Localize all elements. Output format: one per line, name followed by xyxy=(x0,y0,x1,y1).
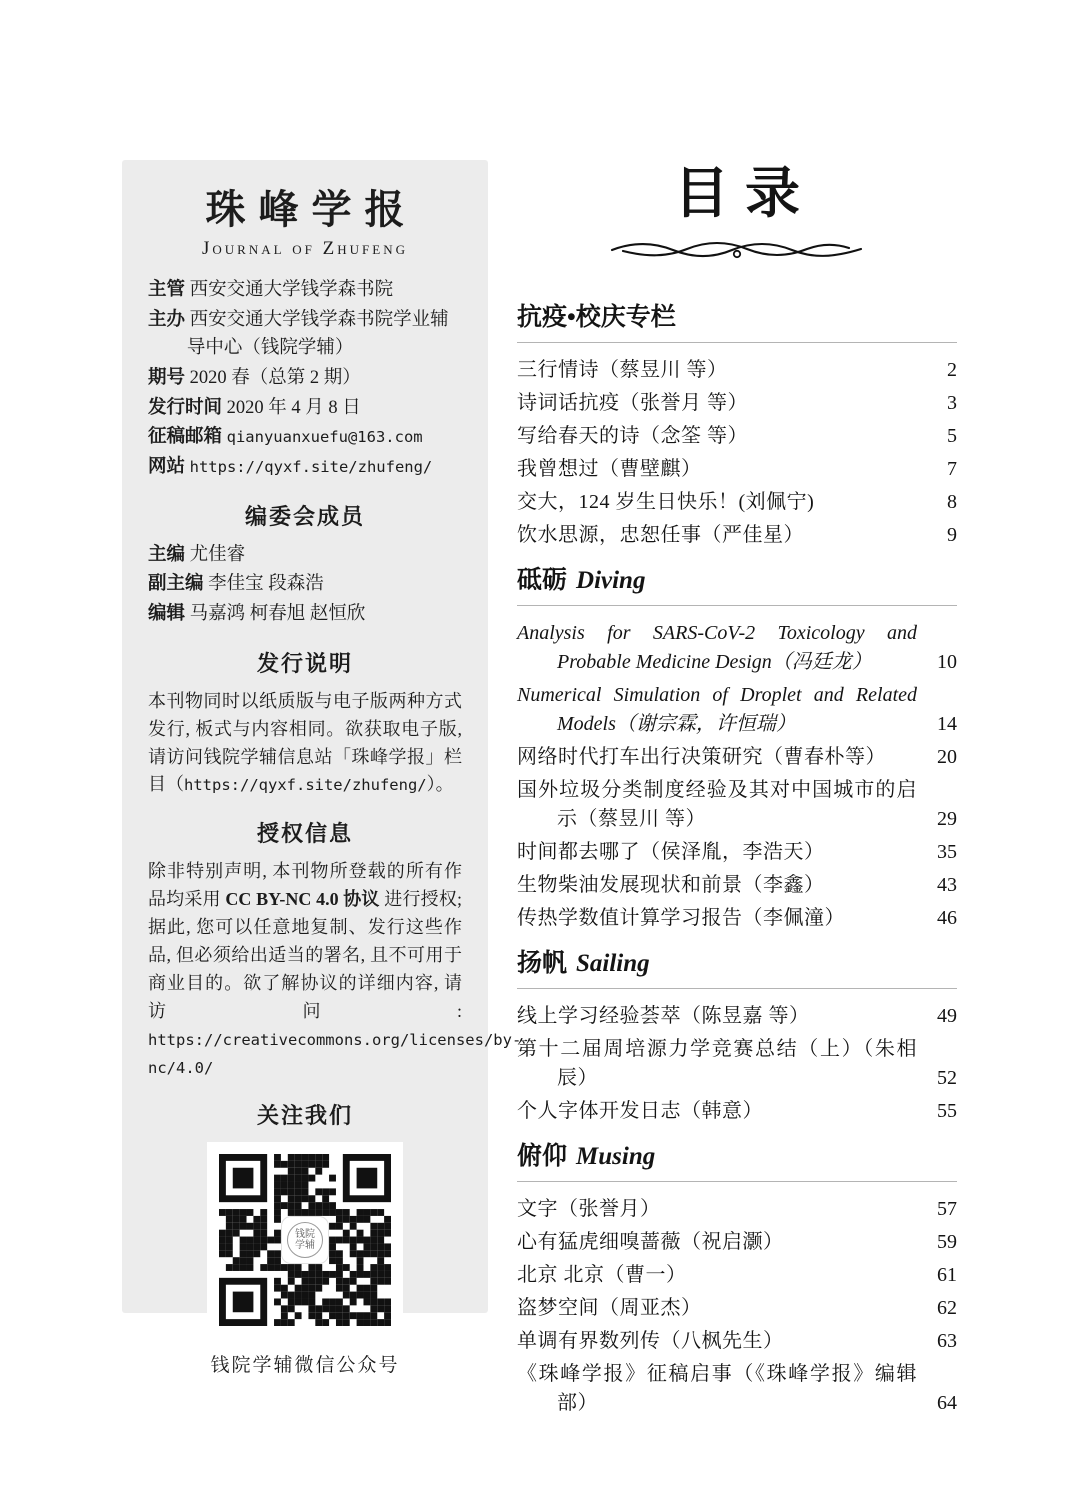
toc-title: 目录 xyxy=(673,163,816,224)
toc-entry-page: 2 xyxy=(947,358,957,381)
toc-entry[interactable] xyxy=(517,871,957,900)
info-value: 2020 春（总第 2 期） xyxy=(189,368,361,389)
info-label: 征稿邮箱 xyxy=(148,427,223,448)
publish-text: 本刊物同时以纸质版与电子版两种方式发行, 板式与内容相同。欲获取电子版, 请访问钱院学辅信息站「珠峰学报」栏目（ xyxy=(148,690,462,795)
toc-column xyxy=(517,164,957,1422)
qr-caption: 钱院学辅微信公众号 xyxy=(210,1355,400,1377)
toc-entry-list xyxy=(517,1195,957,1418)
toc-entry-page: 49 xyxy=(937,1004,957,1027)
info-value: https://qyxf.site/zhufeng/ xyxy=(189,458,433,477)
toc-entry-page: 59 xyxy=(937,1230,957,1253)
publish-text-end: ）。 xyxy=(426,774,454,795)
journal-title: 珠峰学报 xyxy=(205,187,418,232)
toc-entry-title: 《珠峰学报》征稿启事（《珠峰学报》编辑部） xyxy=(517,1362,917,1414)
toc-entry[interactable] xyxy=(517,838,957,867)
toc-section xyxy=(517,303,957,550)
toc-entry-list xyxy=(517,619,957,933)
toc-entry[interactable] xyxy=(517,455,957,484)
toc-section-heading xyxy=(517,303,957,333)
toc-entry-page: 63 xyxy=(937,1329,957,1352)
toc-entry-title: 个人字体开发日志（韩意） xyxy=(517,1099,763,1122)
toc-entry-page: 7 xyxy=(947,457,957,480)
sidebar-info-line xyxy=(148,394,462,423)
section-title-en: Sailing xyxy=(576,949,650,977)
section-title-en: Musing xyxy=(576,1142,656,1170)
toc-entry[interactable] xyxy=(517,356,957,385)
toc-entry[interactable] xyxy=(517,619,957,677)
toc-entry-page: 61 xyxy=(937,1263,957,1286)
toc-entry[interactable] xyxy=(517,743,957,772)
qr-center-logo xyxy=(282,1217,328,1263)
toc-entry-page: 14 xyxy=(937,712,957,735)
toc-sections xyxy=(517,303,957,1418)
publish-heading: 发行说明 xyxy=(256,650,353,676)
toc-entry[interactable] xyxy=(517,1360,957,1418)
license-paragraph xyxy=(148,858,522,1081)
info-label: 主管 xyxy=(148,280,186,300)
toc-section xyxy=(517,949,957,1126)
board-member-names: 尤佳睿 xyxy=(189,544,246,565)
toc-entry-title: 心有猛虎细嗅蔷薇（祝启灏） xyxy=(517,1230,784,1253)
publish-paragraph xyxy=(148,688,462,800)
toc-entry-title: 写给春天的诗（念筌 等） xyxy=(517,424,748,447)
toc-entry-title: Analysis for SARS-CoV-2 Toxicology and Probable Medicine Design（冯廷龙） xyxy=(517,621,917,673)
toc-entry-title: 交大，124 岁生日快乐！(刘佩宁) xyxy=(517,490,815,513)
toc-entry-list xyxy=(517,1002,957,1126)
toc-entry-title: 饮水思源，忠恕任事（严佳星） xyxy=(517,523,804,546)
toc-entry[interactable] xyxy=(517,904,957,933)
info-value: qianyuanxuefu@163.com xyxy=(226,428,423,447)
section-divider xyxy=(517,342,957,343)
toc-entry-title: 文字（张誉月） xyxy=(517,1197,661,1220)
toc-entry[interactable] xyxy=(517,1002,957,1031)
sidebar-info-line xyxy=(148,276,462,305)
toc-entry-title: 网络时代打车出行决策研究（曹春朴等） xyxy=(517,745,886,768)
toc-entry-page: 9 xyxy=(947,523,957,546)
section-title-zh: 扬帆 xyxy=(517,949,568,977)
toc-entry-page: 8 xyxy=(947,490,957,513)
section-title-zh: 俯仰 xyxy=(517,1142,568,1170)
journal-info-panel xyxy=(122,160,522,1377)
info-label: 主办 xyxy=(148,309,186,330)
section-divider xyxy=(517,605,957,606)
journal-subtitle: Journal of Zhufeng xyxy=(201,238,408,259)
toc-entry-page: 55 xyxy=(937,1099,957,1122)
toc-entry-title: 单调有界数列传（八枫先生） xyxy=(517,1329,784,1352)
toc-entry-page: 52 xyxy=(937,1066,957,1089)
toc-entry-title: 我曾想过（曹壁麒） xyxy=(517,457,702,480)
toc-entry-title: 时间都去哪了（侯泽胤，李浩天） xyxy=(517,840,825,863)
toc-entry-page: 20 xyxy=(937,745,957,768)
toc-entry[interactable] xyxy=(517,389,957,418)
publish-url-link[interactable]: https://qyxf.site/zhufeng/ xyxy=(184,776,427,795)
section-title-en: Diving xyxy=(576,566,646,594)
toc-entry-page: 43 xyxy=(937,873,957,896)
toc-entry[interactable] xyxy=(517,681,957,739)
license-text: 除非特别声明, 本刊物所登载的所有作品均采用 xyxy=(148,861,462,910)
sidebar-info-line xyxy=(148,364,462,393)
toc-entry-page: 46 xyxy=(937,906,957,929)
info-value: 西安交通大学钱学森书院学业辅导中心（钱院学辅） xyxy=(186,309,449,359)
license-text-2: 进行授权; 据此, 您可以任意地复制、发行这些作品, 但必须给出适当的署名, 且不可用于商业目的。欲了解协议的详细内容, 请访问: xyxy=(148,889,463,1021)
toc-entry-title: 国外垃圾分类制度经验及其对中国城市的启示（蔡昱川 等） xyxy=(517,778,917,830)
license-name: CC BY-NC 4.0 协议 xyxy=(225,889,380,910)
toc-section-heading xyxy=(517,1142,957,1172)
board-role-label: 主编 xyxy=(148,544,186,565)
toc-entry-page: 57 xyxy=(937,1197,957,1220)
info-value: 西安交通大学钱学森书院 xyxy=(189,280,394,300)
toc-entry-title: 三行情诗（蔡昱川 等） xyxy=(517,358,728,381)
toc-entry-page: 62 xyxy=(937,1296,957,1319)
toc-entry-title: 传热学数值计算学习报告（李佩潼） xyxy=(517,906,845,929)
toc-entry-title: 盗梦空间（周亚杰） xyxy=(517,1296,702,1319)
board-member-names: 李佳宝 段森浩 xyxy=(208,574,324,595)
toc-entry[interactable] xyxy=(517,1261,957,1290)
board-role-label: 编辑 xyxy=(148,604,186,625)
toc-entry-page: 35 xyxy=(937,840,957,863)
section-title-zh: 抗疫•校庆专栏 xyxy=(517,303,676,331)
journal-info-list xyxy=(148,276,462,482)
qr-logo-text: 钱院学辅 xyxy=(295,1228,315,1252)
license-url-link[interactable]: https://creativecommons.org/licenses/by-nc/4.0/ xyxy=(148,1030,522,1077)
section-title-zh: 砥砺 xyxy=(517,566,568,594)
toc-entry[interactable] xyxy=(517,1228,957,1257)
toc-entry-title: 生物柴油发展现状和前景（李鑫） xyxy=(517,873,825,896)
board-role-label: 副主编 xyxy=(148,574,204,595)
toc-entry[interactable] xyxy=(517,1327,957,1356)
follow-heading: 关注我们 xyxy=(256,1103,353,1129)
info-label: 期号 xyxy=(148,368,186,389)
board-member-line xyxy=(148,570,462,599)
toc-section xyxy=(517,566,957,933)
toc-entry[interactable] xyxy=(517,1294,957,1323)
section-divider xyxy=(517,1181,957,1182)
toc-entry-page: 5 xyxy=(947,424,957,447)
toc-entry-title: 诗词话抗疫（张誉月 等） xyxy=(517,391,748,414)
editorial-board-list xyxy=(148,541,462,629)
toc-entry-title: 线上学习经验荟萃（陈昱嘉 等） xyxy=(517,1004,810,1027)
toc-entry[interactable] xyxy=(517,1035,957,1093)
toc-entry[interactable] xyxy=(517,422,957,451)
sidebar-info-line xyxy=(148,306,462,363)
board-member-names: 马嘉鸿 柯春旭 赵恒欣 xyxy=(189,604,366,625)
sidebar-info-line xyxy=(148,423,462,452)
board-heading: 编委会成员 xyxy=(244,503,365,529)
toc-entry-page: 3 xyxy=(947,391,957,414)
toc-ornament xyxy=(609,237,865,263)
toc-entry-list xyxy=(517,356,957,550)
section-divider xyxy=(517,988,957,989)
toc-section xyxy=(517,1142,957,1418)
toc-entry-title: 第十二届周培源力学竞赛总结（上）（朱相辰） xyxy=(517,1037,917,1089)
info-value: 2020 年 4 月 8 日 xyxy=(226,397,361,418)
toc-entry-title: Numerical Simulation of Droplet and Related Models（谢宗霖，许恒瑞） xyxy=(517,683,917,735)
board-member-line xyxy=(148,541,462,570)
toc-section-heading xyxy=(517,949,957,979)
wechat-qr-code xyxy=(207,1142,403,1338)
toc-entry-page: 10 xyxy=(937,650,957,673)
toc-section-heading xyxy=(517,566,957,596)
license-heading: 授权信息 xyxy=(256,821,353,847)
toc-entry-title: 北京 北京（曹一） xyxy=(517,1263,687,1286)
info-label: 网站 xyxy=(148,457,186,478)
toc-entry[interactable] xyxy=(517,776,957,834)
info-label: 发行时间 xyxy=(148,397,223,418)
sidebar-info-line xyxy=(148,453,462,482)
toc-entry[interactable] xyxy=(517,1195,957,1224)
toc-entry-page: 64 xyxy=(937,1391,957,1414)
toc-entry[interactable] xyxy=(517,1097,957,1126)
toc-entry-page: 29 xyxy=(937,807,957,830)
toc-entry[interactable] xyxy=(517,488,957,517)
board-member-line xyxy=(148,600,462,629)
toc-entry[interactable] xyxy=(517,521,957,550)
